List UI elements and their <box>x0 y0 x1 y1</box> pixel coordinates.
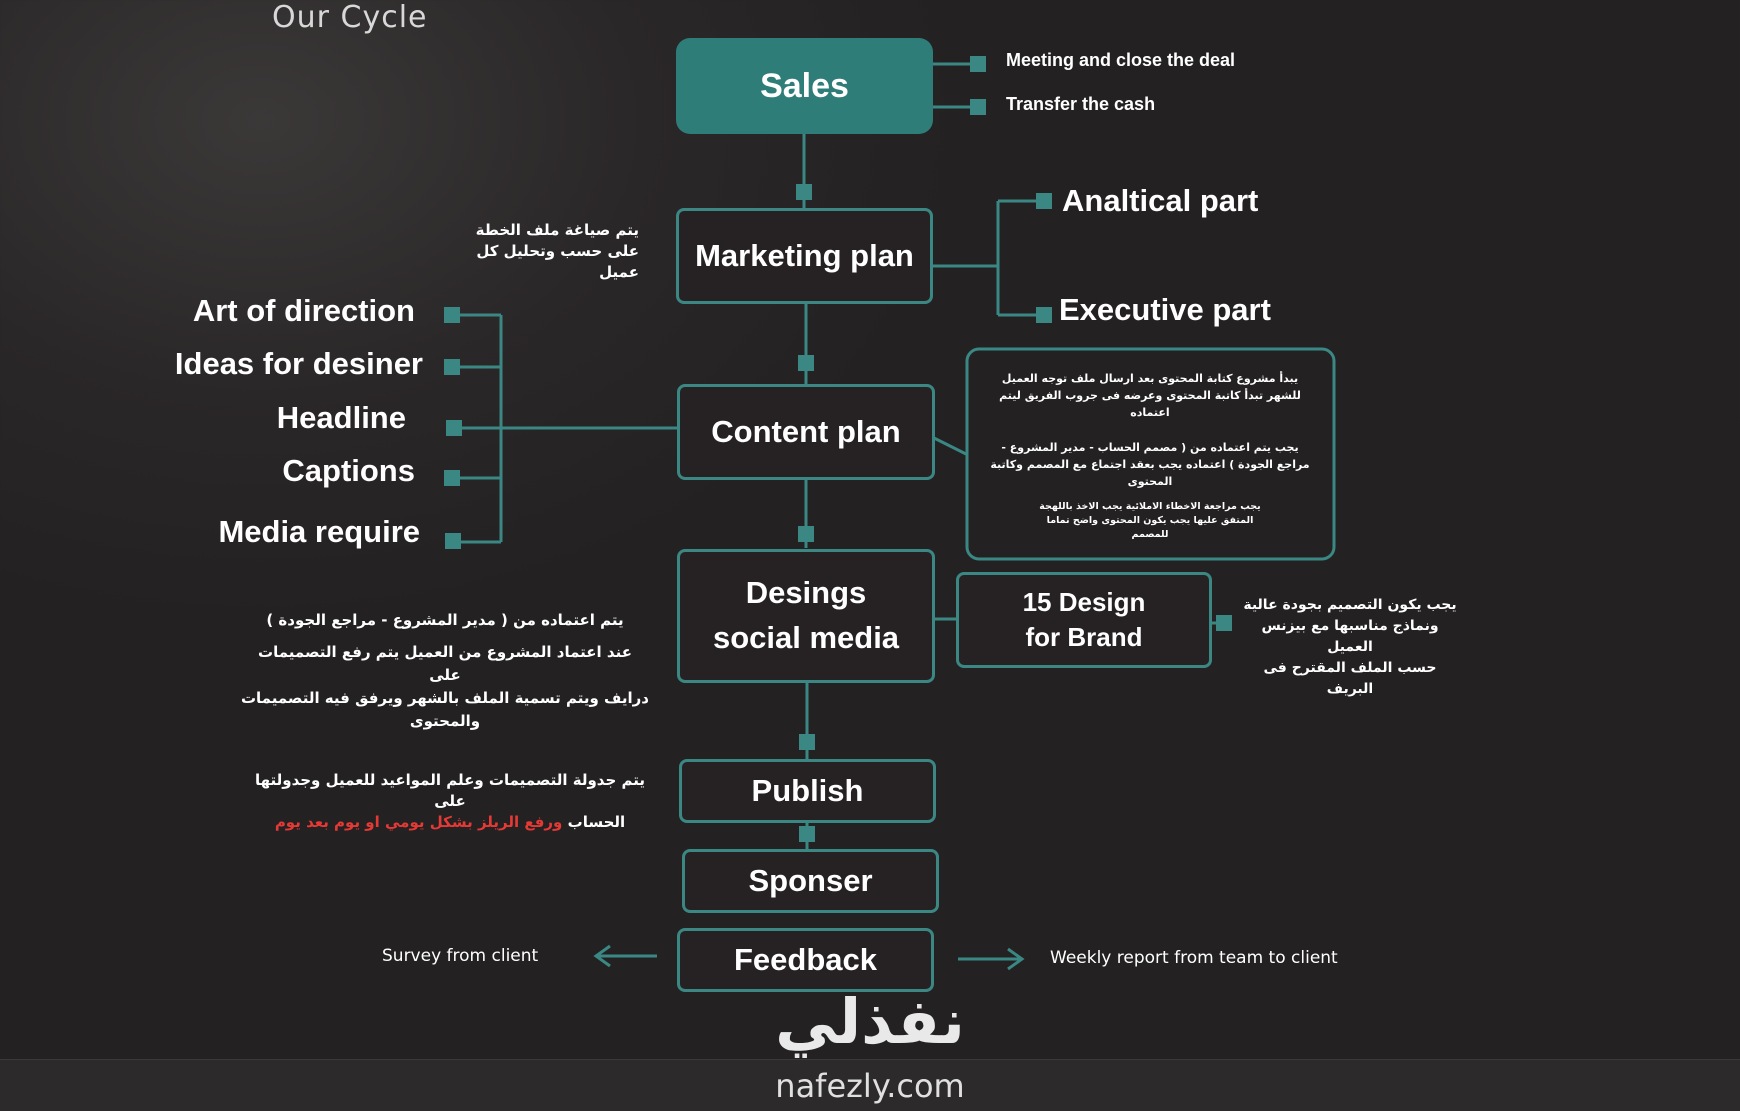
publish-node[interactable] <box>679 759 936 823</box>
brand-note: يجب يكون التصميم بجودة عالية ونماذج مناسبها مع بيزنس العميل حسب الملف المقترح فى البريف <box>1243 597 1457 697</box>
content-plan-label: Content plan <box>711 414 901 449</box>
marketing-plan-label: Marketing plan <box>695 238 914 273</box>
content-item-captions: Captions <box>282 453 415 488</box>
sales-node[interactable] <box>676 38 933 134</box>
page-title: Our Cycle <box>272 0 428 35</box>
content-item-ideas: Ideas for desiner <box>174 346 423 381</box>
marketing-note: يتم صياغة ملف الخطة على حسب وتحليل كل عميل <box>475 221 639 281</box>
feedback-node[interactable] <box>677 928 934 992</box>
marketing-plan-node[interactable] <box>676 208 933 304</box>
sales-item-meeting: Meeting and close the deal <box>1006 50 1236 70</box>
feedback-label: Feedback <box>733 942 877 977</box>
weekly-report-label: Weekly report from team to client <box>1050 948 1338 968</box>
designs-label-line1: Desings <box>745 575 867 611</box>
survey-label: Survey from client <box>382 946 539 966</box>
watermark-logo-latin: nafezly.com <box>775 1067 965 1105</box>
design-brand-line1: 15 Design <box>1022 586 1146 617</box>
marketing-item-analytical: Analtical part <box>1062 183 1259 218</box>
design-brand-line2: for Brand <box>1025 622 1143 652</box>
sales-item-transfer: Transfer the cash <box>1006 94 1156 114</box>
sponser-node[interactable] <box>682 849 939 913</box>
publish-note-red: ورفع الريلز بشكل يومي او يوم بعد يوم <box>274 813 563 831</box>
watermark-logo-arabic: نفذلي <box>775 985 965 1058</box>
content-plan-node[interactable] <box>677 384 935 480</box>
designs-label-line2: social media <box>712 620 900 655</box>
sponser-label: Sponser <box>748 863 873 898</box>
content-note: يبدأ مشروع كتابة المحتوى بعد ارسال ملف توجه العميل للشهر تبدأ كاتبة المحتوى وعرضه فى جروب الفريق ليتم اعتماده يجب يتم اعتماده من ( مصمم الحساب - مدير المشروع - مراجع الجودة ) اعتماده يجب بعقد اجتماع مع المصمم وكاتبة المحتوى يجب مراجعة الاخطاء الاملائية يجب الاخذ باللهجة المتفق عليها يجب يكون المحتوى واضح تماما للمصمم <box>990 372 1310 540</box>
content-item-headline: Headline <box>276 400 406 435</box>
content-item-media: Media require <box>218 514 420 549</box>
publish-label: Publish <box>751 773 864 808</box>
sales-label: Sales <box>760 66 849 105</box>
publish-note-white: الحساب <box>567 813 626 831</box>
designs-note: يتم اعتماده من ( مدير المشروع - مراجع الجودة ) عند اعتماد المشروع من العميل يتم رفع التصميمات على درايف ويتم تسمية الملف بالشهر ويرفق فيه التصميمات والمحتوى <box>240 611 650 730</box>
designs-node[interactable] <box>677 549 935 683</box>
publish-note: يتم جدولة التصميمات وعلم المواعيد للعميل وجدولتها على الحساب ورفع الريلز بشكل يومي او يوم بعد يوم <box>254 771 646 831</box>
content-item-art-direction: Art of direction <box>192 293 415 328</box>
design-brand-node[interactable] <box>956 572 1212 668</box>
marketing-item-executive: Executive part <box>1059 292 1271 327</box>
